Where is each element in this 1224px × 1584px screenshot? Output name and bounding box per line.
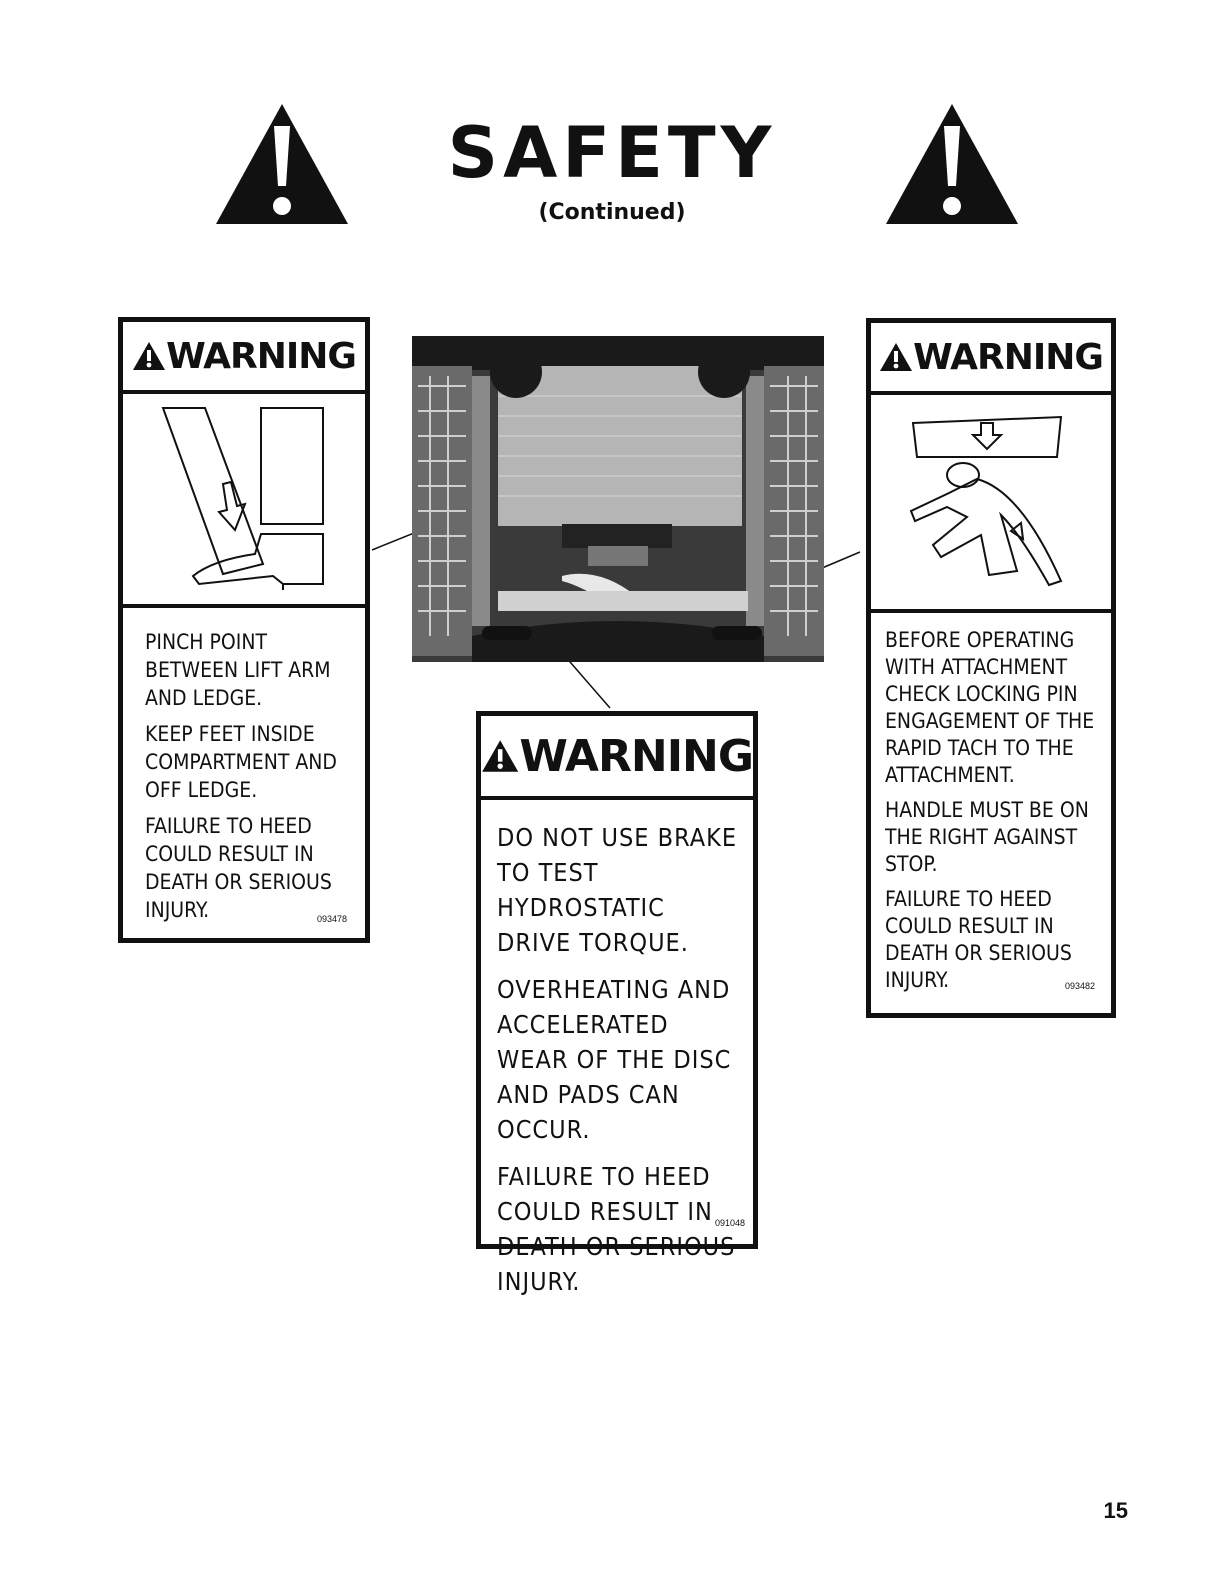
page-title: SAFETY	[447, 112, 777, 194]
decal-code: 093478	[316, 914, 347, 924]
right-decal-text	[871, 613, 1111, 994]
decal-heading: WARNING	[913, 336, 1103, 378]
warning-triangle-icon	[132, 341, 166, 371]
left-decal-text	[123, 608, 365, 924]
decal-header	[481, 716, 753, 800]
decal-paragraph: OVERHEATING AND ACCELERATED WEAR OF THE DISC AND PADS CAN OCCUR.	[497, 975, 732, 1144]
decal-code: 091048	[714, 1218, 745, 1228]
crushed-person-pictogram	[871, 395, 1111, 613]
decal-paragraph: FAILURE TO HEED COULD RESULT IN DEATH OR SERIOUS INJURY.	[145, 814, 332, 922]
operator-cab-photo	[412, 336, 824, 662]
decal-heading: WARNING	[519, 730, 753, 782]
decal-paragraph: HANDLE MUST BE ON THE RIGHT AGAINST STOP.	[885, 798, 1089, 876]
decal-paragraph: KEEP FEET INSIDE COMPARTMENT AND OFF LEDGE.	[145, 722, 337, 802]
warning-triangle-icon	[879, 342, 913, 372]
right-warning-decal	[866, 318, 1116, 1018]
page-subtitle: (Continued)	[538, 200, 686, 225]
decal-paragraph: PINCH POINT BETWEEN LIFT ARM AND LEDGE.	[145, 630, 331, 710]
warning-triangle-icon	[481, 738, 519, 774]
left-warning-decal	[118, 317, 370, 943]
decal-header	[871, 323, 1111, 395]
center-decal-text	[481, 800, 753, 1299]
decal-code: 093482	[1064, 981, 1095, 991]
page-number: 15	[1103, 1498, 1128, 1523]
decal-paragraph: DO NOT USE BRAKE TO TEST HYDROSTATIC DRIVE TORQUE.	[497, 823, 738, 957]
decal-paragraph: BEFORE OPERATING WITH ATTACHMENT CHECK LOCKING PIN ENGAGEMENT OF THE RAPID TACH TO THE ATTACHMENT.	[885, 628, 1095, 787]
center-warning-decal	[476, 711, 758, 1296]
decal-paragraph: FAILURE TO HEED COULD RESULT IN DEATH OR SERIOUS INJURY.	[497, 1162, 736, 1296]
decal-header	[123, 322, 365, 394]
decal-paragraph: FAILURE TO HEED COULD RESULT IN DEATH OR SERIOUS INJURY.	[885, 887, 1072, 992]
decal-heading: WARNING	[166, 335, 356, 377]
foot-pinch-pictogram	[123, 394, 365, 608]
